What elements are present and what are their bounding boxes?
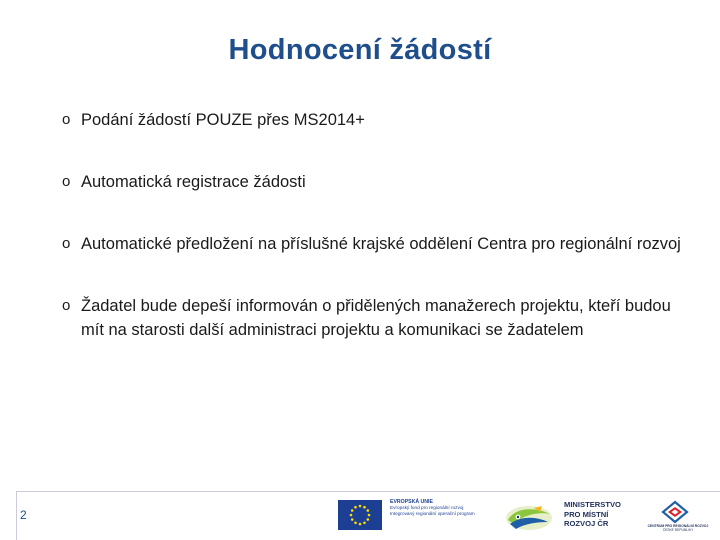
mmr-logo-line1: MINISTERSTVO — [564, 500, 621, 509]
eu-logo-line2: Evropský fond pro regionální rozvoj — [390, 505, 464, 511]
mmr-logo — [504, 500, 634, 534]
eu-logo-line1: EVROPSKÁ UNIE — [390, 499, 433, 505]
mmr-logo-line3: ROZVOJ ČR — [564, 519, 609, 529]
bullet-item — [62, 170, 682, 194]
crr-logo-line1: CENTRUM PRO REGIONÁLNÍ ROZVOJ — [647, 524, 709, 528]
bullet-marker: o — [62, 111, 71, 128]
bullet-item — [62, 232, 682, 256]
mmr-logo-line2: PRO MÍSTNÍ — [564, 509, 609, 519]
footer-divider — [16, 491, 720, 492]
bullet-text: Podání žádostí POUZE přes MS2014+ — [81, 111, 365, 129]
crr-emblem-icon — [658, 500, 692, 524]
bullet-marker: o — [62, 173, 71, 190]
eu-logo-line3: Integrovaný regionální operační program — [390, 511, 475, 517]
bullet-marker: o — [62, 235, 71, 252]
bullet-text: Žadatel bude depeší informován o přidělených manažerech projektu, kteří budou mít na starosti další administraci projektu a komunikaci se žadatelem — [81, 297, 671, 339]
bullet-list — [62, 108, 682, 380]
crr-logo-line2: ČESKÉ REPUBLIKY — [662, 528, 694, 532]
crr-logo — [640, 500, 716, 534]
footer-side-divider — [16, 491, 17, 540]
bullet-text: Automatická registrace žádosti — [81, 173, 306, 191]
bullet-item — [62, 108, 682, 132]
eu-logo-text — [390, 499, 494, 518]
page-number: 2 — [20, 508, 27, 522]
eu-flag-icon — [338, 500, 382, 530]
bullet-marker: o — [62, 297, 71, 314]
eu-logo — [338, 498, 490, 534]
crr-logo-text — [640, 524, 716, 532]
slide-title: Hodnocení žádostí — [228, 34, 492, 66]
mmr-logo-text — [564, 500, 636, 529]
bullet-text: Automatické předložení na příslušné krajské oddělení Centra pro regionální rozvoj — [81, 235, 681, 253]
mmr-emblem-icon — [504, 502, 554, 532]
bullet-item — [62, 294, 682, 342]
